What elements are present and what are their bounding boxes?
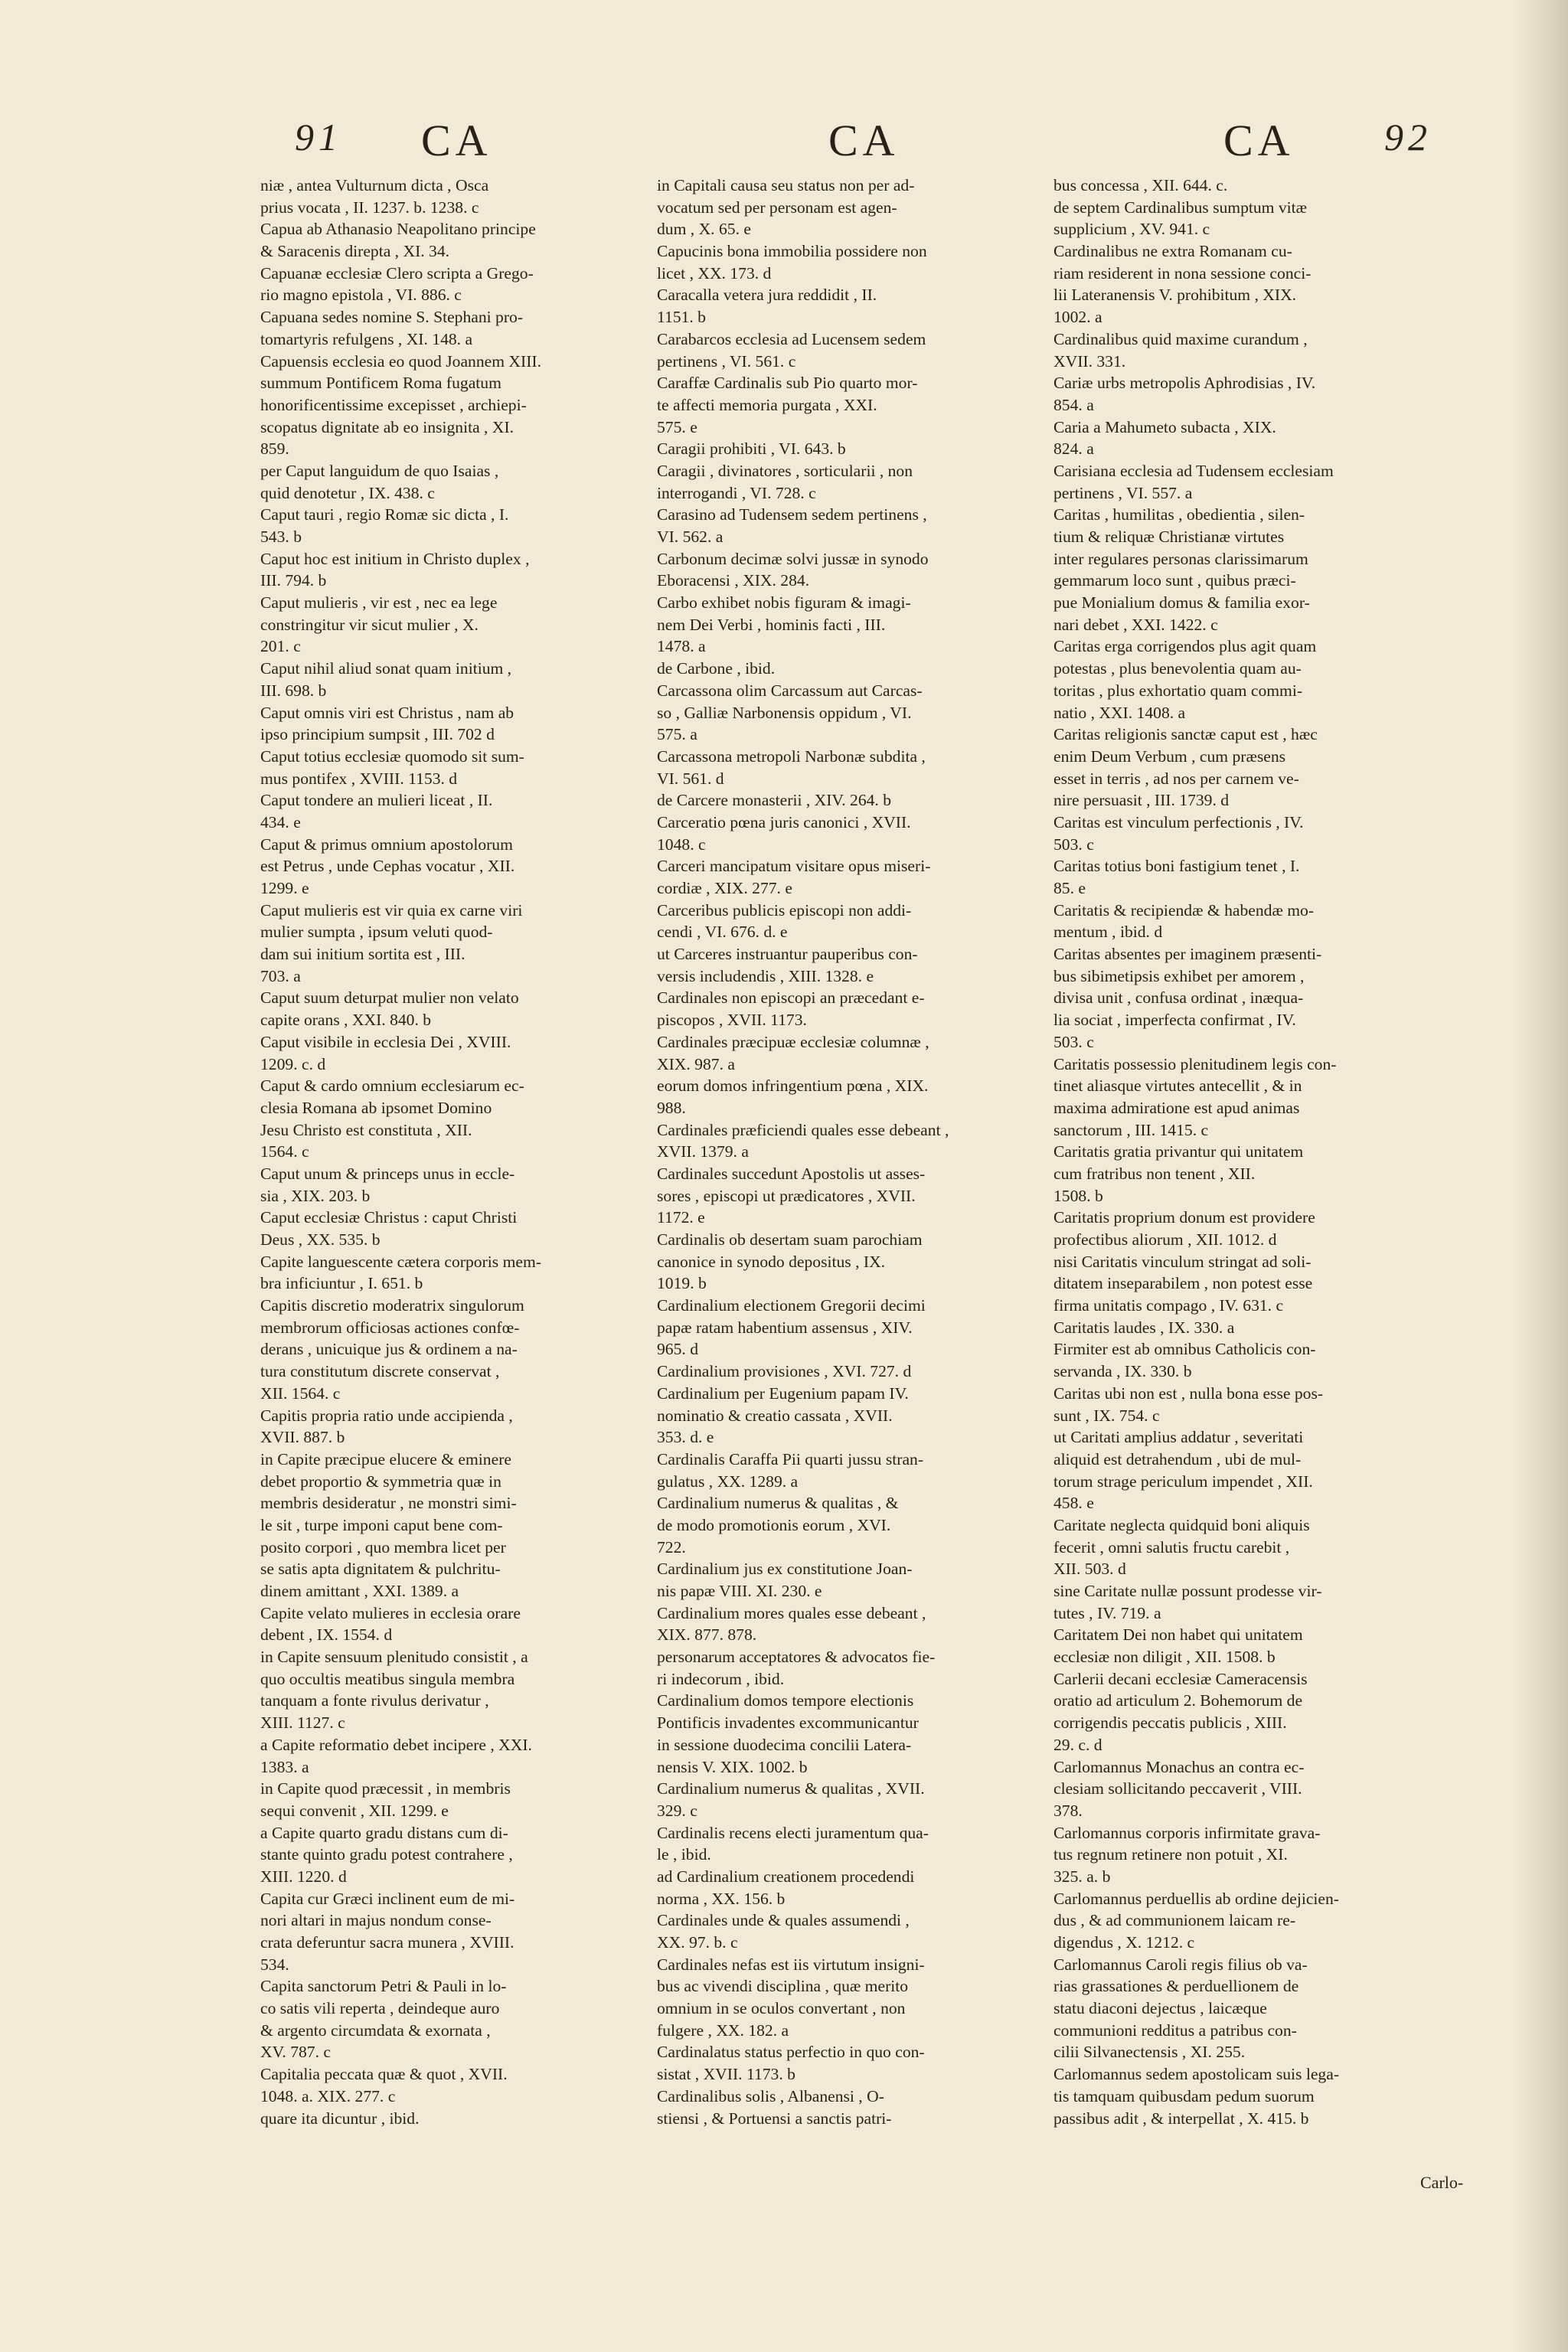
index-entry-line: XIX. 987. a [657, 1054, 735, 1073]
index-entry-line: canonice in synodo depositus , IX. [657, 1252, 886, 1271]
index-entry-line: Cardinales præficiendi quales esse debeant , [657, 1120, 949, 1139]
index-entry-line: 859. [260, 439, 289, 459]
index-entry-line: XVII. 1379. a [657, 1142, 749, 1161]
index-entry-line: fecerit , omni salutis fructu carebit , [1054, 1537, 1290, 1557]
index-entry-line: XII. 503. d [1054, 1560, 1126, 1579]
index-entry-line: 1048. a. XIX. 277. c [260, 2086, 396, 2105]
index-entry-line: III. 794. b [260, 571, 327, 590]
index-entry-line: dus , & ad communionem laicam re- [1054, 1911, 1296, 1930]
index-entry-line: Caritatem Dei non habet qui unitatem [1054, 1625, 1303, 1645]
index-entry-line: Carbo exhibet nobis figuram & imagi- [657, 593, 911, 612]
index-entry-line: riam residerent in nona sessione conci- [1054, 263, 1312, 283]
index-entry-line: 703. a [260, 966, 301, 985]
index-entry-line: 722. [657, 1537, 686, 1557]
index-entry-line: Caragii prohibiti , VI. 643. b [657, 439, 846, 459]
index-entry-line: toritas , plus exhortatio quam commi- [1054, 681, 1303, 700]
index-entry-line: Caritas religionis sanctæ caput est , hæc [1054, 725, 1318, 744]
index-entry-line: 201. c [260, 637, 301, 656]
index-entry-line: XV. 787. c [260, 2043, 331, 2062]
index-entry-line: in Capite quod præcessit , in membris [260, 1779, 511, 1798]
index-entry-line: niæ , antea Vulturnum dicta , Osca [260, 176, 489, 194]
index-entry-line: Caput tauri , regio Romæ sic dicta , I. [260, 505, 509, 524]
index-entry-line: 458. e [1054, 1494, 1094, 1513]
index-entry-line: enim Deum Verbum , cum præsens [1054, 746, 1286, 766]
index-entry-line: le , ibid. [657, 1845, 711, 1864]
index-entry-line: membrorum officiosas actiones confœ- [260, 1318, 520, 1337]
page-number-right: 92 [1384, 116, 1432, 158]
running-head-center: CA [828, 116, 900, 165]
index-entry-line: 1002. a [1054, 308, 1102, 327]
index-entry-line: passibus adit , & interpellat , X. 415. b [1054, 2109, 1309, 2128]
index-entry-line: Cardinalibus ne extra Romanam cu- [1054, 242, 1292, 261]
index-entry-line: XVII. 887. b [260, 1428, 345, 1447]
index-entry-line: Caritas est vinculum perfectionis , IV. [1054, 812, 1304, 831]
index-entry-line: crata deferuntur sacra munera , XVIII. [260, 1933, 514, 1952]
page-number-left: 91 [295, 116, 342, 158]
index-entry-line: pertinens , VI. 557. a [1054, 483, 1193, 502]
index-entry-line: sequi convenit , XII. 1299. e [260, 1801, 449, 1820]
index-entry-line: in Capite sensuum plenitudo consistit , a [260, 1648, 528, 1667]
index-entry-line: Caragii , divinatores , sorticularii , non [657, 461, 913, 480]
index-entry-line: Cardinalis recens electi juramentum qua- [657, 1823, 929, 1842]
index-entry-line: aliquid est detrahendum , ubi de mul- [1054, 1449, 1302, 1468]
index-entry-line: tinet aliasque virtutes antecellit , & in [1054, 1076, 1302, 1096]
index-entry-line: corrigendis peccatis publicis , XIII. [1054, 1713, 1287, 1733]
index-entry-line: derans , unicuique jus & ordinem a na- [260, 1340, 518, 1359]
index-entry-line: & argento circumdata & exornata , [260, 2020, 491, 2040]
index-entry-line: Cardinales succedunt Apostolis ut asses- [657, 1164, 926, 1183]
index-entry-line: Caput & cardo omnium ecclesiarum ec- [260, 1076, 524, 1096]
index-entry-line: nem Dei Verbi , hominis facti , III. [657, 615, 886, 634]
index-entry-line: a Capite quarto gradu distans cum di- [260, 1823, 508, 1842]
index-entry-line: 329. c [657, 1801, 697, 1820]
index-entry-line: Carcassona olim Carcassum aut Carcas- [657, 681, 923, 700]
index-entry-line: quare ita dicuntur , ibid. [260, 2109, 420, 2128]
index-entry-line: posito corpori , quo membra licet per [260, 1537, 506, 1557]
index-entry-line: XII. 1564. c [260, 1383, 341, 1403]
index-entry-line: Capitis discretio moderatrix singulorum [260, 1296, 524, 1315]
index-entry-line: lii Lateranensis V. prohibitum , XIX. [1054, 286, 1297, 305]
index-entry-line: tomartyris refulgens , XI. 148. a [260, 329, 473, 348]
index-entry-line: gulatus , XX. 1289. a [657, 1472, 799, 1491]
index-entry-line: sistat , XVII. 1173. b [657, 2065, 795, 2084]
index-entry-line: 1508. b [1054, 1186, 1103, 1205]
index-entry-line: Caracalla vetera jura reddidit , II. [657, 286, 877, 305]
index-entry-line: in Capite præcipue elucere & eminere [260, 1449, 511, 1468]
index-entry-line: est Petrus , unde Cephas vocatur , XII. [260, 857, 515, 876]
index-entry-line: mentum , ibid. d [1054, 923, 1163, 942]
index-entry-line: Carceratio pœna juris canonici , XVII. [657, 812, 911, 831]
index-entry-line: Caritas absentes per imaginem præsenti- [1054, 945, 1322, 964]
index-entry-line: 85. e [1054, 879, 1086, 897]
index-entry-line: Cardinalium jus ex constitutione Joan- [657, 1560, 913, 1579]
index-entry-line: Carlomannus sedem apostolicam suis lega- [1054, 2065, 1340, 2084]
index-entry-line: Capuana sedes nomine S. Stephani pro- [260, 308, 524, 327]
index-entry-line: per Caput languidum de quo Isaias , [260, 461, 499, 480]
index-entry-line: III. 698. b [260, 681, 327, 700]
index-entry-line: 325. a. b [1054, 1867, 1111, 1886]
catchword: Carlo- [1420, 2173, 1464, 2192]
index-entry-line: mulier sumpta , ipsum veluti quod- [260, 923, 493, 942]
index-entry-line: XIX. 877. 878. [657, 1625, 757, 1645]
index-entry-line: te affecti memoria purgata , XXI. [657, 395, 877, 414]
index-entry-line: ipso principium sumpsit , III. 702 d [260, 725, 495, 744]
index-entry-line: Cardinalium mores quales esse debeant , [657, 1603, 926, 1622]
index-entry-line: Carcassona metropoli Narbonæ subdita , [657, 746, 926, 766]
index-entry-line: Capite velato mulieres in ecclesia orare [260, 1603, 521, 1622]
index-entry-line: 965. d [657, 1340, 698, 1359]
index-entry-line: Carlomannus Monachus an contra ec- [1054, 1757, 1305, 1776]
index-entry-line: Caput mulieris est vir quia ex carne viri [260, 900, 523, 920]
index-entry-line: oratio ad articulum 2. Bohemorum de [1054, 1691, 1303, 1710]
index-entry-line: 1383. a [260, 1757, 309, 1776]
index-entry-line: pertinens , VI. 561. c [657, 351, 796, 371]
index-entry-line: tura constitutum discrete conservat , [260, 1362, 500, 1381]
index-entry-line: Cariæ urbs metropolis Aphrodisias , IV. [1054, 374, 1316, 393]
index-entry-line: Cardinales unde & quales assumendi , [657, 1911, 910, 1930]
index-entry-line: bus sibimetipsis exhibet per amorem , [1054, 966, 1305, 985]
index-entry-line: sunt , IX. 754. c [1054, 1406, 1160, 1425]
index-entry-line: Capite languescente cætera corporis mem- [260, 1252, 541, 1271]
index-entry-line: Cardinales nefas est iis virtutum insigni- [657, 1955, 925, 1974]
index-entry-line: 378. [1054, 1801, 1083, 1820]
index-entry-line: clesia Romana ab ipsomet Domino [260, 1098, 492, 1117]
index-entry-line: omnium in se oculos convertant , non [657, 1999, 906, 2018]
index-entry-line: Caritatis proprium donum est providere [1054, 1208, 1315, 1227]
index-entry-line: 1478. a [657, 637, 706, 656]
index-entry-line: Cardinalatus status perfectio in quo con- [657, 2043, 925, 2062]
index-entry-line: Caput tondere an mulieri liceat , II. [260, 791, 493, 810]
index-entry-line: Caput & primus omnium apostolorum [260, 835, 513, 854]
index-entry-line: Carisiana ecclesia ad Tudensem ecclesiam [1054, 461, 1334, 480]
index-entry-line: 29. c. d [1054, 1735, 1102, 1754]
index-entry-line: Caput mulieris , vir est , nec ea lege [260, 593, 498, 612]
index-entry-line: constringitur vir sicut mulier , X. [260, 615, 479, 634]
index-entry-line: Capitalia peccata quæ & quot , XVII. [260, 2065, 508, 2084]
index-entry-line: firma unitatis compago , IV. 631. c [1054, 1296, 1284, 1315]
index-entry-line: Caput hoc est initium in Christo duplex , [260, 549, 530, 568]
index-entry-line: so , Galliæ Narbonensis oppidum , VI. [657, 703, 912, 722]
index-entry-line: Jesu Christo est constituta , XII. [260, 1120, 472, 1139]
index-entry-line: Caput suum deturpat mulier non velato [260, 988, 519, 1008]
index-entry-line: mus pontifex , XVIII. 1153. d [260, 769, 458, 788]
index-entry-line: licet , XX. 173. d [657, 263, 772, 283]
index-entry-line: Caput unum & princeps unus in eccle- [260, 1164, 515, 1183]
index-entry-line: inter regulares personas clarissimarum [1054, 549, 1308, 568]
index-entry-line: Caput totius ecclesiæ quomodo sit sum- [260, 746, 524, 766]
index-entry-line: de septem Cardinalibus sumptum vitæ [1054, 198, 1308, 217]
index-entry-line: Cardinales præcipuæ ecclesiæ columnæ , [657, 1032, 929, 1051]
index-entry-line: quid denotetur , IX. 438. c [260, 483, 435, 502]
index-entry-line: nisi Caritatis vinculum stringat ad soli- [1054, 1252, 1312, 1271]
index-entry-line: XVII. 331. [1054, 351, 1126, 371]
index-column-left [260, 175, 674, 2129]
index-entry-line: 534. [260, 1955, 289, 1974]
index-entry-line: Caput ecclesiæ Christus : caput Christi [260, 1208, 518, 1227]
index-entry-line: 1299. e [260, 879, 309, 897]
index-entry-line: Caritas , humilitas , obedientia , silen- [1054, 505, 1305, 524]
index-entry-line: 503. c [1054, 1032, 1094, 1051]
index-entry-line: Capita sanctorum Petri & Pauli in lo- [260, 1977, 507, 1996]
index-entry-line: cordiæ , XIX. 277. e [657, 879, 792, 897]
index-entry-line: eorum domos infringentium pœna , XIX. [657, 1076, 929, 1096]
index-entry-line: ut Caritati amplius addatur , severitati [1054, 1428, 1304, 1447]
index-entry-line: Eboracensi , XIX. 284. [657, 571, 810, 590]
index-entry-line: gemmarum loco sunt , quibus præci- [1054, 571, 1296, 590]
index-entry-line: & Saracenis direpta , XI. 34. [260, 242, 450, 261]
index-entry-line: Carlerii decani ecclesiæ Cameracensis [1054, 1669, 1308, 1688]
index-entry-line: summum Pontificem Roma fugatum [260, 374, 501, 393]
index-entry-line: co satis vili reperta , deindeque auro [260, 1999, 500, 2018]
index-entry-line: 543. b [260, 528, 302, 546]
index-entry-line: Cardinalium per Eugenium papam IV. [657, 1383, 909, 1403]
index-entry-line: Cardinalis Caraffa Pii quarti jussu stran- [657, 1449, 924, 1468]
index-entry-line: sores , episcopi ut prædicatores , XVII. [657, 1186, 916, 1205]
index-entry-line: Caraffæ Cardinalis sub Pio quarto mor- [657, 374, 918, 393]
index-entry-line: dum , X. 65. e [657, 220, 751, 239]
index-entry-line: VI. 561. d [657, 769, 724, 788]
index-entry-line: interrogandi , VI. 728. c [657, 483, 816, 502]
index-entry-line: ad Cardinalium creationem procedendi [657, 1867, 915, 1886]
index-entry-line: Carlomannus perduellis ab ordine dejicien- [1054, 1889, 1339, 1908]
index-entry-line: Deus , XX. 535. b [260, 1230, 381, 1249]
index-entry-line: Capuensis ecclesia eo quod Joannem XIII. [260, 351, 541, 371]
index-entry-line: in Capitali causa seu status non per ad- [657, 176, 915, 194]
index-entry-line: Caritas totius boni fastigium tenet , I. [1054, 857, 1300, 876]
index-entry-line: 854. a [1054, 395, 1094, 414]
index-entry-line: 988. [657, 1098, 686, 1117]
index-entry-line: bra inficiuntur , I. 651. b [260, 1274, 423, 1293]
index-entry-line: tium & reliquæ Christianæ virtutes [1054, 528, 1285, 546]
index-entry-line: Caria a Mahumeto subacta , XIX. [1054, 417, 1276, 436]
index-entry-line: clesiam sollicitando peccaverit , VIII. [1054, 1779, 1302, 1798]
index-entry-line: Carasino ad Tudensem sedem pertinens , [657, 505, 927, 524]
index-entry-line: pue Monialium domus & familia exor- [1054, 593, 1310, 612]
index-entry-line: ecclesiæ non diligit , XII. 1508. b [1054, 1648, 1276, 1667]
index-entry-line: Caritatis gratia privantur qui unitatem [1054, 1142, 1304, 1161]
index-entry-line: statu diaconi dejectus , laicæque [1054, 1999, 1267, 2018]
index-entry-line: VI. 562. a [657, 528, 724, 546]
index-entry-line: ditatem inseparabilem , non potest esse [1054, 1274, 1313, 1293]
running-head-right: CA [1223, 116, 1295, 165]
index-entry-line: de modo promotionis eorum , XVI. [657, 1515, 891, 1534]
index-entry-line: 503. c [1054, 835, 1094, 854]
index-entry-line: Carceri mancipatum visitare opus miseri- [657, 857, 931, 876]
index-entry-line: cilii Silvanectensis , XI. 255. [1054, 2043, 1246, 2062]
index-entry-line: Pontificis invadentes excommunicantur [657, 1713, 919, 1733]
index-entry-line: lia sociat , imperfecta confirmat , IV. [1054, 1011, 1296, 1030]
index-entry-line: dinem amittant , XXI. 1389. a [260, 1582, 459, 1600]
index-entry-line: 1019. b [657, 1274, 707, 1293]
index-entry-line: Cardinalium provisiones , XVI. 727. d [657, 1362, 912, 1381]
index-entry-line: nari debet , XXI. 1422. c [1054, 615, 1218, 634]
page-edge-shadow [1514, 0, 1568, 2352]
index-entry-line: Caritate neglecta quidquid boni aliquis [1054, 1515, 1310, 1534]
index-entry-line: nominatio & creatio cassata , XVII. [657, 1406, 893, 1425]
index-entry-line: dam sui initium sortita est , III. [260, 945, 466, 964]
index-entry-line: Firmiter est ab omnibus Catholicis con- [1054, 1340, 1316, 1359]
index-entry-line: 575. a [657, 725, 697, 744]
index-entry-line: supplicium , XV. 941. c [1054, 220, 1210, 239]
index-entry-line: Capua ab Athanasio Neapolitano principe [260, 220, 536, 239]
index-entry-line: versis includendis , XIII. 1328. e [657, 966, 874, 985]
index-entry-line: capite orans , XXI. 840. b [260, 1011, 432, 1030]
index-entry-line: personarum acceptatores & advocatos fie- [657, 1648, 936, 1667]
index-entry-line: Caritatis laudes , IX. 330. a [1054, 1318, 1235, 1337]
index-entry-line: 1151. b [657, 308, 706, 327]
index-entry-line: quo occultis meatibus singula membra [260, 1669, 515, 1688]
index-entry-line: ut Carceres instruantur pauperibus con- [657, 945, 918, 964]
index-entry-line: rio magno epistola , VI. 886. c [260, 286, 462, 305]
index-entry-line: nensis V. XIX. 1002. b [657, 1757, 808, 1776]
index-entry-line: in sessione duodecima concilii Latera- [657, 1735, 912, 1754]
index-entry-line: natio , XXI. 1408. a [1054, 703, 1186, 722]
index-entry-line: divisa unit , confusa ordinat , inæqua- [1054, 988, 1304, 1008]
index-entry-line: ri indecorum , ibid. [657, 1669, 785, 1688]
index-entry-line: Carlomannus Caroli regis filius ob va- [1054, 1955, 1308, 1974]
running-head-left: CA [421, 116, 492, 165]
index-entry-line: 824. a [1054, 439, 1094, 459]
index-entry-line: Cardinalis ob desertam suam parochiam [657, 1230, 923, 1249]
index-entry-line: 575. e [657, 417, 697, 436]
index-entry-line: Caritas erga corrigendos plus agit quam [1054, 637, 1317, 656]
index-entry-line: servanda , IX. 330. b [1054, 1362, 1192, 1381]
running-header [0, 115, 1568, 176]
index-entry-line: 1209. c. d [260, 1054, 326, 1073]
index-entry-line: Caritas ubi non est , nulla bona esse pos- [1054, 1383, 1324, 1403]
index-entry-line: rias grassationes & perduellionem de [1054, 1977, 1299, 1996]
index-entry-line: bus concessa , XII. 644. c. [1054, 176, 1228, 194]
index-entry-line: profectibus aliorum , XII. 1012. d [1054, 1230, 1277, 1249]
index-entry-line: Caritatis possessio plenitudinem legis con- [1054, 1054, 1337, 1073]
index-entry-line: bus ac vivendi disciplina , quæ merito [657, 1977, 909, 1996]
index-entry-line: prius vocata , II. 1237. b. 1238. c [260, 198, 479, 217]
index-entry-line: Carbonum decimæ solvi jussæ in synodo [657, 549, 929, 568]
index-entry-line: 1048. c [657, 835, 706, 854]
index-entry-line: tanquam a fonte rivulus derivatur , [260, 1691, 489, 1710]
index-entry-line: digendus , X. 1212. c [1054, 1933, 1195, 1952]
index-entry-line: 1172. e [657, 1208, 705, 1227]
index-entry-line: Capucinis bona immobilia possidere non [657, 242, 927, 261]
index-entry-line: stante quinto gradu potest contrahere , [260, 1845, 513, 1864]
index-entry-line: de Carcere monasterii , XIV. 264. b [657, 791, 892, 810]
index-entry-line: XIII. 1127. c [260, 1713, 345, 1733]
index-entry-line: Cardinalium electionem Gregorii decimi [657, 1296, 926, 1315]
index-entry-line: Cardinalium numerus & qualitas , & [657, 1494, 899, 1513]
index-entry-line: communioni redditus a patribus con- [1054, 2020, 1297, 2040]
index-column-middle [657, 175, 1070, 2129]
index-entry-line: Cardinalibus quid maxime curandum , [1054, 329, 1308, 348]
index-entry-line: Caput omnis viri est Christus , nam ab [260, 703, 514, 722]
index-entry-line: fulgere , XX. 182. a [657, 2020, 789, 2040]
index-entry-line: Cardinalium numerus & qualitas , XVII. [657, 1779, 925, 1798]
index-entry-line: le sit , turpe imponi caput bene com- [260, 1515, 503, 1534]
index-entry-line: nori altari in majus nondum conse- [260, 1911, 492, 1930]
index-entry-line: a Capite reformatio debet incipere , XXI. [260, 1735, 532, 1754]
index-entry-line: Caritatis & recipiendæ & habendæ mo- [1054, 900, 1315, 920]
index-entry-line: Cardinales non episcopi an præcedant e- [657, 988, 925, 1008]
index-entry-line: Capitis propria ratio unde accipienda , [260, 1406, 513, 1425]
index-entry-line: 1564. c [260, 1142, 309, 1161]
index-entry-line: membris desideratur , ne monstri simi- [260, 1494, 517, 1513]
index-entry-line: norma , XX. 156. b [657, 1889, 786, 1908]
index-entry-line: torum strage periculum impendet , XII. [1054, 1472, 1313, 1491]
index-entry-line: tutes , IV. 719. a [1054, 1603, 1161, 1622]
index-entry-line: tus regnum retinere non potuit , XI. [1054, 1845, 1288, 1864]
index-entry-line: 434. e [260, 812, 301, 831]
index-entry-line: 353. d. e [657, 1428, 714, 1447]
index-entry-line: sanctorum , III. 1415. c [1054, 1120, 1209, 1139]
index-entry-line: Caput nihil aliud sonat quam initium , [260, 659, 512, 678]
index-entry-line: maxima admiratione est apud animas [1054, 1098, 1300, 1117]
index-entry-line: Cardinalibus solis , Albanensi , O- [657, 2086, 884, 2105]
index-entry-line: Carlomannus corporis infirmitate grava- [1054, 1823, 1321, 1842]
index-entry-line: potestas , plus benevolentia quam au- [1054, 659, 1302, 678]
index-entry-line: honorificentissime excepisset , archiepi- [260, 395, 527, 414]
index-entry-line: Carabarcos ecclesia ad Lucensem sedem [657, 329, 926, 348]
index-entry-line: papæ ratam habentium assensus , XIV. [657, 1318, 913, 1337]
index-entry-line: scopatus dignitate ab eo insignita , XI. [260, 417, 514, 436]
index-entry-line: sine Caritate nullæ possunt prodesse vir- [1054, 1582, 1322, 1600]
index-entry-line: XIII. 1220. d [260, 1867, 347, 1886]
index-entry-line: vocatum sed per personam est agen- [657, 198, 897, 217]
index-entry-line: Capuanæ ecclesiæ Clero scripta a Grego- [260, 263, 534, 283]
index-entry-line: tis tamquam quibusdam pedum suorum [1054, 2086, 1315, 2105]
index-entry-line: se satis apta dignitatem & pulchritu- [260, 1560, 501, 1579]
index-entry-line: de Carbone , ibid. [657, 659, 776, 678]
index-entry-line: cendi , VI. 676. d. e [657, 923, 788, 942]
index-entry-line: debet proportio & symmetria quæ in [260, 1472, 501, 1491]
index-entry-line: piscopos , XVII. 1173. [657, 1011, 807, 1030]
index-column-right [1054, 175, 1467, 2129]
index-entry-line: debent , IX. 1554. d [260, 1625, 393, 1645]
index-entry-line: Carceribus publicis episcopi non addi- [657, 900, 912, 920]
index-entry-line: nis papæ VIII. XI. 230. e [657, 1582, 822, 1600]
index-entry-line: stiensi , & Portuensi a sanctis patri- [657, 2109, 892, 2128]
index-entry-line: XX. 97. b. c [657, 1933, 738, 1952]
index-entry-line: Caput visibile in ecclesia Dei , XVIII. [260, 1032, 511, 1051]
index-entry-line: nire persuasit , III. 1739. d [1054, 791, 1230, 810]
index-entry-line: esset in terris , ad nos per carnem ve- [1054, 769, 1299, 788]
index-entry-line: sia , XIX. 203. b [260, 1186, 371, 1205]
index-entry-line: Capita cur Græci inclinent eum de mi- [260, 1889, 515, 1908]
index-entry-line: cum fratribus non tenent , XII. [1054, 1164, 1256, 1183]
index-entry-line: Cardinalium domos tempore electionis [657, 1691, 914, 1710]
